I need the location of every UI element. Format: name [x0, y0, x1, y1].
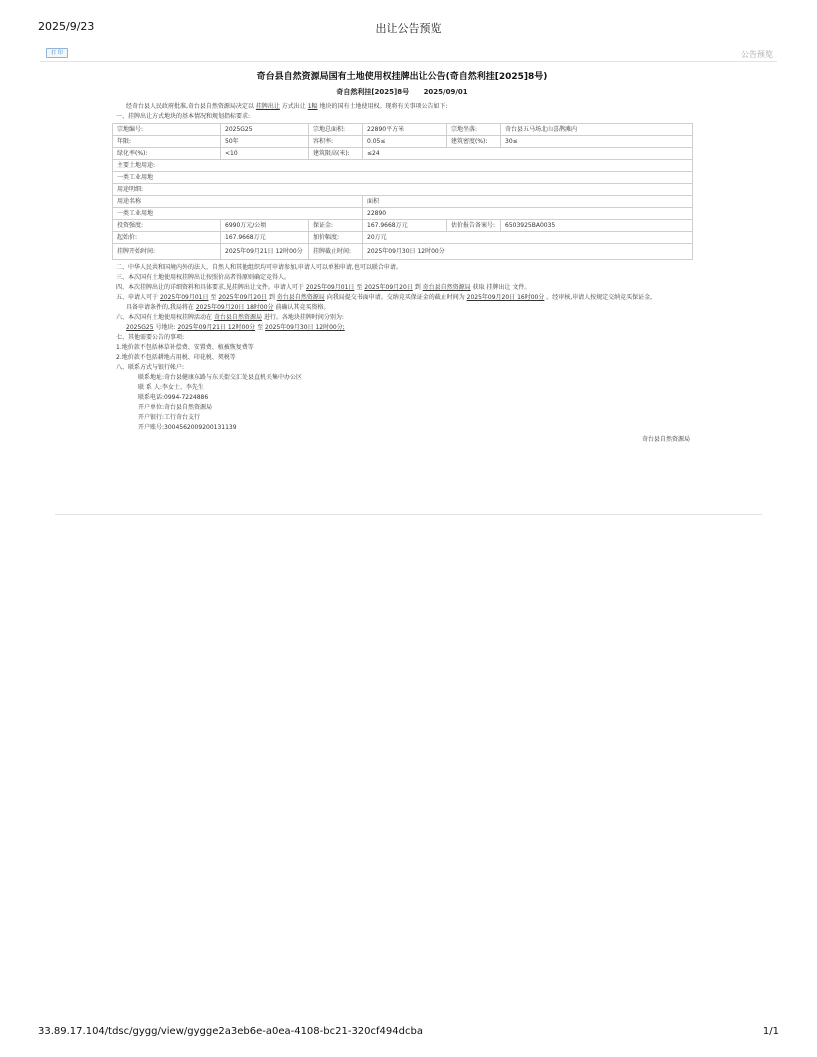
- notice-subtitle: [112, 87, 692, 97]
- top-divider: [40, 61, 777, 62]
- table-row: 一类工业用地: [113, 172, 693, 184]
- notice-doc-number: 奇自然利挂[2025]8号: [336, 88, 410, 96]
- print-button[interactable]: 打 印: [46, 48, 68, 58]
- table-row: 挂牌开始时间: 2025年09月21日 12时00分 挂牌截止时间: 2025年09月30日 12时00分: [113, 244, 693, 260]
- notice-date: 2025/09/01: [423, 88, 468, 96]
- table-row: 绿化率(%): <10 建筑限高(米): ≤24: [113, 148, 693, 160]
- section-4: 四、本次挂牌出让的详细资料和具体要求,见挂牌出让文件。申请人可于 2025年09月01日 至 2025年09月20日 到 奇台县自然资源局 获取 挂牌出让 文件。: [116, 284, 531, 291]
- table-row: 主要土地用途:: [113, 160, 693, 172]
- account-number: 开户账号:3004562009200131139: [138, 424, 237, 431]
- print-page-title: 出让公告预览: [375, 22, 442, 35]
- section-6: 六、本次国有土地使用权挂牌活动在 奇台县自然资源局 进行。各地块挂牌时间分别为:: [116, 314, 344, 321]
- section-1-heading: 一、挂牌出让方式地块的基本情况和规划指标要求:: [116, 113, 251, 120]
- account-bank: 开户银行:工行奇台支行: [138, 414, 201, 421]
- section-7: 七、其他需要公告的事项:: [116, 334, 185, 341]
- table-row: 宗地编号: 2025G25 宗地总面积: 22890平方米 宗地坐落: 奇台县五马场北山喜鹊滩内: [113, 124, 693, 136]
- section-2: 二、中华人民共和国境内外的法人、自然人和其他组织均可申请参加,申请人可以单独申请,也可以联合申请。: [116, 264, 402, 271]
- page-number: 1/1: [762, 1026, 779, 1037]
- table-row: 用途名称 面积: [113, 196, 693, 208]
- table-row: 用途明细:: [113, 184, 693, 196]
- intro-paragraph: 经奇台县人民政府批准,奇台县自然资源局决定以 挂牌出让 方式出让 1幅 地块的国有土地使用权。现将有关事项公告如下:: [126, 103, 448, 110]
- section-7-item: 2.地价款不包括耕地占用税、印花税、契税等: [116, 354, 236, 361]
- contact-address: 联系地址:奇台县健康东路与东关街交汇处县直机关集中办公区: [138, 374, 303, 381]
- print-footer: [38, 1026, 779, 1040]
- page-url: 33.89.17.104/tdsc/gygg/view/gygge2a3eb6e-a0ea-4108-bc21-320cf494dcba: [38, 1026, 423, 1037]
- account-unit: 开户单位:奇台县自然资源局: [138, 404, 213, 411]
- section-7-item: 1.地价款不包括林草补偿费、安置费、植被恢复费等: [116, 344, 254, 351]
- parcel-info-table: [112, 123, 693, 260]
- notice-title: 奇台县自然资源局国有土地使用权挂牌出让公告(奇自然利挂[2025]8号): [256, 72, 548, 82]
- table-row: 起始价: 167.9668万元 加价幅度: 20万元: [113, 232, 693, 244]
- section-6-schedule: 2025G25 号地块: 2025年09月21日 12时00分 至 2025年09月30日 12时00分;: [126, 324, 345, 331]
- print-header: [38, 20, 779, 36]
- section-5: 五、申请人可于 2025年09月01日 至 2025年09月20日 到 奇台县自然资源局 向我局提交书面申请。交纳竞买保证金的截止时间为 2025年09月20日 16时00分 。经审核,申请人按规定交纳竞买保证金,: [116, 294, 653, 301]
- print-date: 2025/9/23: [38, 20, 95, 33]
- contact-phone: 联系电话:0994-7224886: [138, 394, 209, 401]
- contact-person: 联 系 人:李女士、李先生: [138, 384, 204, 391]
- section-5-line-2: 具备申请条件的,我局将在 2025年09月20日 18时00分 前确认其竞买资格。: [126, 304, 330, 311]
- table-row: 投资强度: 6990万元/公顷 保证金: 167.9668万元 估价报告备案号: 6503925BA0035: [113, 220, 693, 232]
- section-3: 三、本次国有土地使用权挂牌出让按照价高者得原则确定竞得人。: [116, 274, 291, 281]
- bottom-divider: [55, 514, 762, 515]
- preview-label: 公告预览: [741, 50, 773, 59]
- table-row: 一类工业用地 22890: [113, 208, 693, 220]
- section-8: 八、联系方式与银行帐户:: [116, 364, 185, 371]
- table-row: 年限: 50年 容积率: 0.05≤ 建筑密度(%): 30≤: [113, 136, 693, 148]
- notice-document: [112, 70, 692, 444]
- notice-signer: 奇台县自然资源局: [641, 436, 690, 443]
